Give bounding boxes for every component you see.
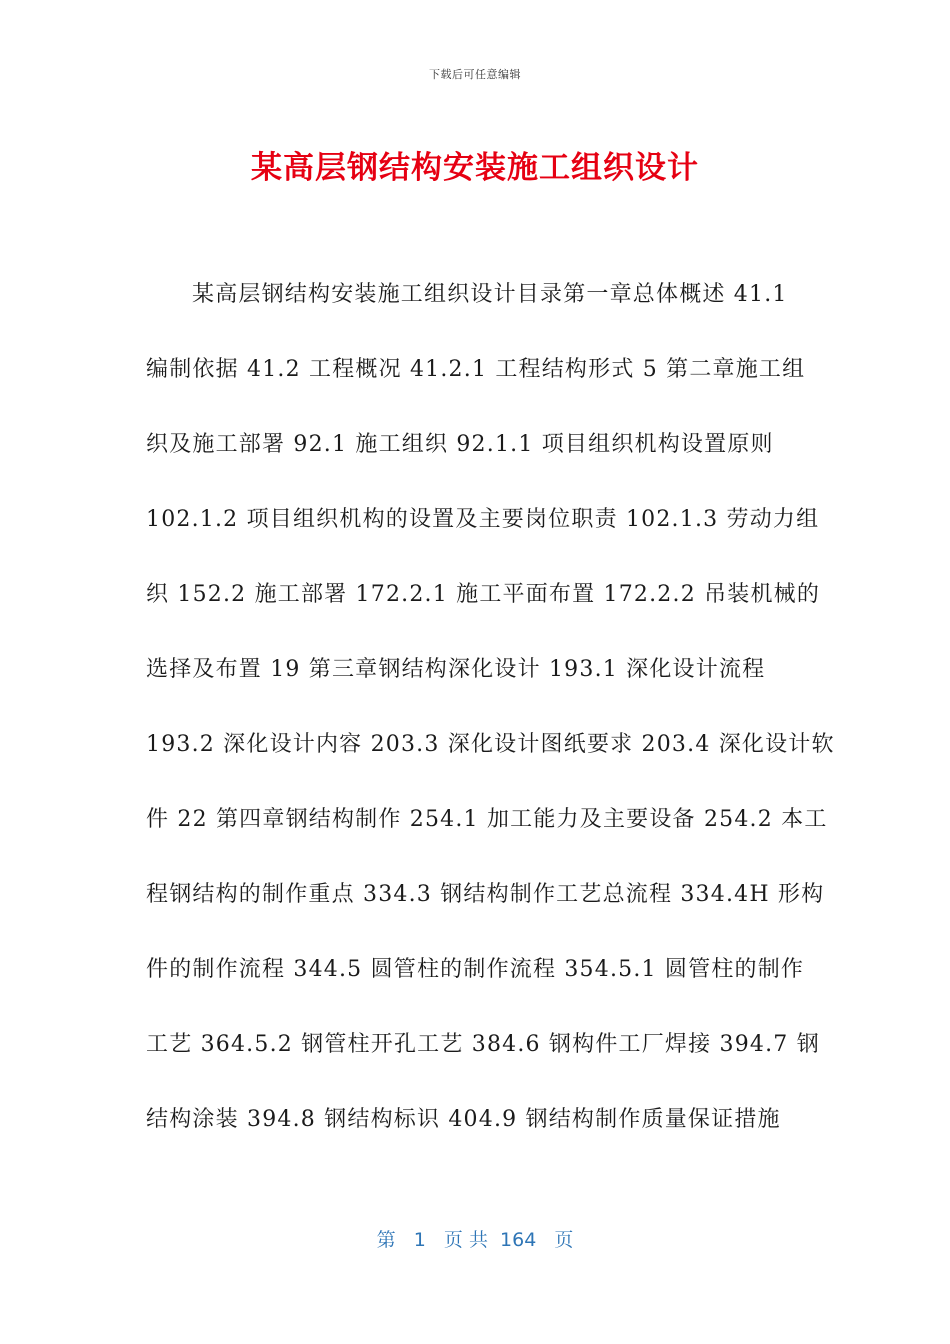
- body-text: [146, 274, 835, 1174]
- body-line: 工艺 364.5.2 钢管柱开孔工艺 384.6 钢构件工厂焊接 394.7 钢: [146, 1032, 820, 1057]
- header-note: 下载后可任意编辑: [429, 68, 521, 81]
- body-line: 程钢结构的制作重点 334.3 钢结构制作工艺总流程 334.4H 形构: [146, 882, 825, 907]
- document-title: 某高层钢结构安装施工组织设计: [251, 150, 699, 186]
- body-line: 编制依据 41.2 工程概况 41.2.1 工程结构形式 5 第二章施工组: [146, 357, 806, 382]
- body-line: 件 22 第四章钢结构制作 254.1 加工能力及主要设备 254.2 本工: [146, 807, 828, 832]
- body-line: 织及施工部署 92.1 施工组织 92.1.1 项目组织机构设置原则: [146, 432, 774, 457]
- body-line: 102.1.2 项目组织机构的设置及主要岗位职责 102.1.3 劳动力组: [146, 507, 820, 532]
- body-line: 193.2 深化设计内容 203.3 深化设计图纸要求 203.4 深化设计软: [146, 732, 835, 757]
- body-line: 选择及布置 19 第三章钢结构深化设计 193.1 深化设计流程: [146, 657, 766, 682]
- body-line: 织 152.2 施工部署 172.2.1 施工平面布置 172.2.2 吊装机械的: [146, 582, 821, 607]
- page-footer: 第 1 页 共 164 页: [376, 1229, 574, 1251]
- body-line: 结构涂装 394.8 钢结构标识 404.9 钢结构制作质量保证措施: [146, 1107, 781, 1132]
- body-line: 某高层钢结构安装施工组织设计目录第一章总体概述 41.1: [192, 282, 788, 307]
- body-line: 件的制作流程 344.5 圆管柱的制作流程 354.5.1 圆管柱的制作: [146, 957, 805, 982]
